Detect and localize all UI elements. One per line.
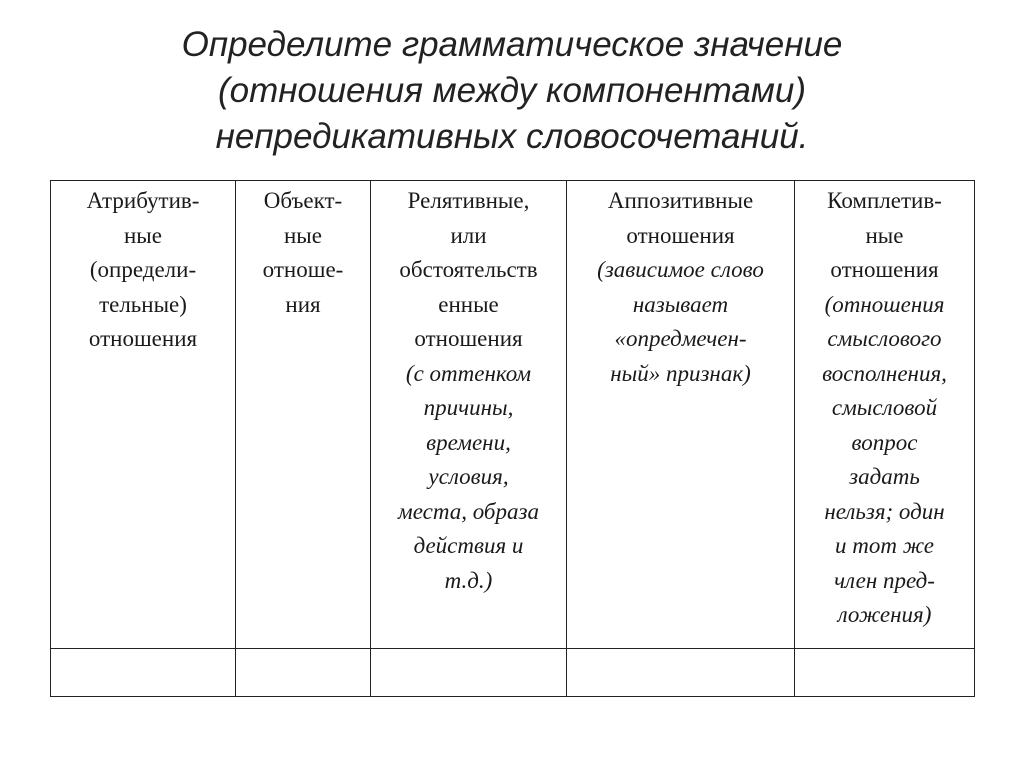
cell-line: отношения bbox=[830, 257, 939, 282]
cell-line: отношения bbox=[626, 222, 735, 248]
cell-line: ные bbox=[865, 222, 904, 248]
cell-line: ные bbox=[124, 222, 162, 248]
cell-line: отношения bbox=[88, 326, 198, 351]
empty-cell[interactable] bbox=[795, 649, 975, 697]
page-title bbox=[0, 22, 1024, 160]
cell-line: Аппозитивные bbox=[607, 188, 754, 213]
column-appositive bbox=[567, 181, 795, 649]
note-line: места, образа bbox=[398, 498, 539, 524]
empty-cell[interactable] bbox=[371, 649, 567, 697]
note-line: причины, bbox=[423, 395, 514, 420]
relations-table bbox=[50, 180, 975, 697]
note-line: «опредмечен- bbox=[614, 326, 747, 351]
note-line: смысловой bbox=[831, 395, 938, 420]
note-line: называет bbox=[632, 291, 729, 317]
note-line: восполнения, bbox=[822, 360, 947, 386]
note-line: т.д.) bbox=[444, 567, 493, 593]
note-line: ный» признак) bbox=[610, 360, 751, 386]
empty-cell[interactable] bbox=[567, 649, 795, 697]
note-line: вопрос bbox=[851, 429, 918, 455]
column-object bbox=[236, 181, 371, 649]
note-line: (зависимое слово bbox=[597, 257, 764, 282]
note-line: член пред- bbox=[834, 567, 935, 593]
cell-line: ния bbox=[285, 291, 321, 317]
cell-line: Объект- bbox=[263, 188, 343, 213]
title-line: Определите грамматическое значение bbox=[181, 25, 843, 64]
table-row bbox=[51, 181, 975, 649]
column-attributive bbox=[51, 181, 236, 649]
empty-cell[interactable] bbox=[51, 649, 236, 697]
column-relative bbox=[371, 181, 567, 649]
cell-line: или bbox=[450, 222, 487, 248]
cell-line: отноше- bbox=[262, 257, 344, 282]
note-line: действия и bbox=[413, 533, 524, 558]
cell-line: Комплетив- bbox=[827, 188, 942, 213]
cell-line: отношения bbox=[414, 326, 523, 351]
note-line: условия, bbox=[428, 464, 509, 489]
cell-line: Атрибутив- bbox=[86, 188, 200, 213]
cell-line: Релятивные, bbox=[407, 188, 530, 213]
table-row-empty bbox=[51, 649, 975, 697]
cell-line: (определи- bbox=[89, 257, 197, 282]
empty-cell[interactable] bbox=[236, 649, 371, 697]
note-line: смыслового bbox=[827, 326, 942, 351]
title-line: (отношения между компонентами) bbox=[217, 71, 807, 110]
cell-line: ные bbox=[284, 222, 322, 248]
cell-line: енные bbox=[438, 291, 499, 317]
note-line: и тот же bbox=[834, 533, 935, 558]
cell-line: обстоятельств bbox=[399, 257, 538, 282]
column-completive bbox=[795, 181, 975, 649]
title-line: непредикативных словосочетаний. bbox=[215, 117, 809, 156]
note-line: (с оттенком bbox=[405, 360, 532, 386]
note-line: нельзя; один bbox=[824, 498, 945, 524]
note-line: задать bbox=[849, 464, 920, 489]
note-line: времени, bbox=[426, 429, 511, 455]
cell-line: тельные) bbox=[99, 291, 187, 317]
note-line: (отношения bbox=[824, 291, 945, 317]
note-line: ложения) bbox=[837, 602, 932, 627]
